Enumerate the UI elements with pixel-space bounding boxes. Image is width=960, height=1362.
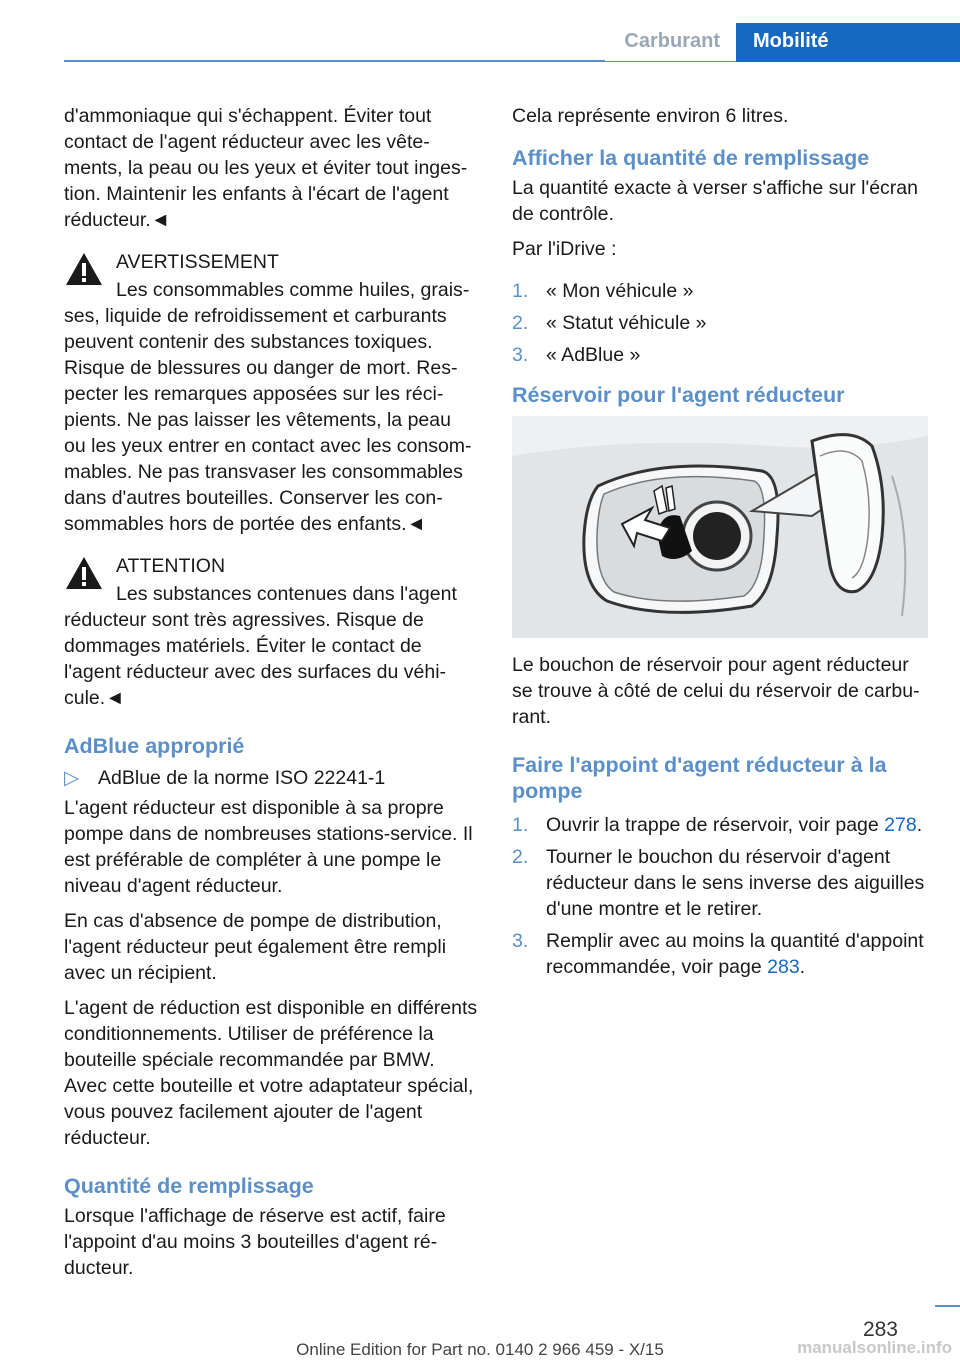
caution-block xyxy=(64,553,478,579)
step-number: 1. xyxy=(512,814,529,836)
left-column xyxy=(64,103,478,1290)
menu-path-item: « Mon véhicule » xyxy=(546,280,694,302)
caution-icon xyxy=(64,555,104,591)
list-item-text: AdBlue de la norme ISO 22241-1 xyxy=(98,767,386,789)
idrive-steps xyxy=(512,278,930,368)
paragraph: Cela représente environ 6 litres. xyxy=(512,105,789,127)
paragraph: L'agent réducteur est disponible à sa propre pompe dans de nombreuses stations-service. Il est préférable de compléter à une pompe le niveau d'agent réducteur. xyxy=(64,797,473,897)
list-item xyxy=(512,278,930,304)
caution-title: ATTENTION xyxy=(116,555,226,577)
list-item xyxy=(512,310,930,336)
list-item xyxy=(512,844,930,922)
heading-adblue: AdBlue approprié xyxy=(64,734,245,758)
right-column xyxy=(512,103,930,990)
warning-body: Les consommables comme huiles, graisses, liquide de refroidissement et carburants peuvent contenir des substances toxiques. Risque de blessures ou danger de mort. Respecter les remarques apposées sur les récipients. Ne pas laisser les vêtements, la peau ou les yeux entrer en contact avec les consommables. Ne pas transvaser les consommables dans d'autres bouteilles. Conserver les consommables hors de portée des enfants.◄ xyxy=(64,279,472,535)
heading-quantite: Quantité de remplissage xyxy=(64,1174,314,1198)
step-number: 2. xyxy=(512,312,529,334)
menu-path-item: « Statut véhicule » xyxy=(546,312,707,334)
paragraph: Lorsque l'affichage de réserve est actif, faire l'appoint d'au moins 3 bouteilles d'agent réducteur. xyxy=(64,1205,446,1279)
intro-paragraph: d'ammoniaque qui s'échappent. Éviter tout contact de l'agent réducteur avec les vêtements, la peau ou les yeux et éviter tout ingestion. Maintenir les enfants à l'écart de l'agent réducteur.◄ xyxy=(64,105,468,231)
fuel-flap-image xyxy=(512,416,928,638)
caution-body: Les substances contenues dans l'agent réducteur sont très agressives. Risque de dommages matériels. Éviter le contact de l'agent réducteur avec des surfaces du véhicule.◄ xyxy=(64,583,457,709)
step-number: 2. xyxy=(512,846,529,868)
tab-section-label: Carburant xyxy=(624,30,720,52)
paragraph: Par l'iDrive : xyxy=(512,238,617,260)
paragraph: L'agent de réduction est disponible en différents conditionnements. Utiliser de préférence la bouteille spéciale recommandée par BMW. Avec cette bouteille et votre adaptateur spécial, vous pouvez facilement ajouter de l'agent réducteur. xyxy=(64,997,478,1149)
tab-chapter[interactable] xyxy=(736,23,960,62)
page-link[interactable]: 283 xyxy=(767,956,800,978)
heading-afficher: Afficher la quantité de remplissage xyxy=(512,146,870,170)
refill-steps xyxy=(512,812,930,980)
list-item xyxy=(512,812,930,838)
tab-section[interactable] xyxy=(605,23,736,61)
step-text xyxy=(546,928,930,980)
heading-appoint: Faire l'appoint d'agent réducteur à la pompe xyxy=(512,753,887,803)
warning-block xyxy=(64,249,478,275)
page-link[interactable]: 278 xyxy=(884,814,917,836)
tank-cap-illustration xyxy=(512,416,928,638)
warning-title: AVERTISSEMENT xyxy=(116,251,279,273)
step-text-end: . xyxy=(799,956,806,978)
step-text: Tourner le bouchon du réservoir d'agent réducteur dans le sens inverse des aiguilles d'une montre et le retirer. xyxy=(546,846,925,920)
footer-rule xyxy=(935,1305,960,1307)
menu-path-item: « AdBlue » xyxy=(546,344,641,366)
list-item xyxy=(64,765,478,791)
edition-footer: Online Edition for Part no. 0140 2 966 459 - X/15 xyxy=(296,1340,664,1359)
step-text-main: Remplir avec au moins la quantité d'appoint recommandée, voir page xyxy=(546,930,924,978)
page-number: 283 xyxy=(862,1318,898,1341)
step-number: 1. xyxy=(512,280,529,302)
tab-chapter-label: Mobilité xyxy=(753,30,829,52)
bullet-arrow-icon: ▷ xyxy=(64,767,79,789)
list-item xyxy=(512,342,930,368)
step-text-main: Ouvrir la trappe de réservoir, voir page xyxy=(546,814,885,836)
step-number: 3. xyxy=(512,930,529,952)
paragraph: En cas d'absence de pompe de distribution, l'agent réducteur peut également être rempli avec un récipient. xyxy=(64,910,447,984)
list-item xyxy=(512,928,930,980)
step-number: 3. xyxy=(512,344,529,366)
step-text xyxy=(546,812,930,838)
paragraph: La quantité exacte à verser s'affiche sur l'écran de contrôle. xyxy=(512,177,918,225)
paragraph: Le bouchon de réservoir pour agent réducteur se trouve à côté de celui du réservoir de carburant. xyxy=(512,654,920,728)
watermark: manualsonline.info xyxy=(797,1338,952,1357)
step-text-end: . xyxy=(916,814,923,836)
warning-icon xyxy=(64,251,104,287)
heading-reservoir: Réservoir pour l'agent réducteur xyxy=(512,383,845,407)
